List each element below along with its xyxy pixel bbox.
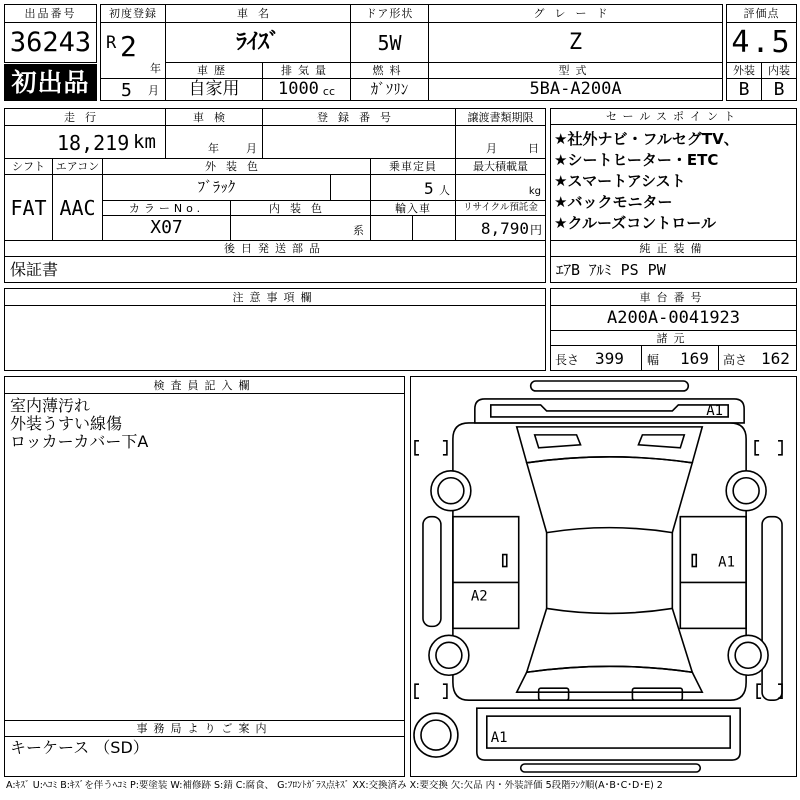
windshield-edge: [547, 528, 673, 533]
exterior-grade: B: [726, 78, 762, 101]
damage-mark-left-door: A2: [470, 588, 488, 605]
inspection-cell: [165, 125, 263, 159]
model-code-header: 型式: [428, 62, 723, 79]
bracket-rear-right-close: [778, 684, 782, 698]
sales-point-item: ★シートヒーター・ETC: [554, 151, 719, 169]
spec-height-cell: [718, 345, 797, 371]
chassis-number: A200A-0041923: [550, 305, 797, 331]
right-door-handle: [692, 555, 696, 567]
inspector-remark-line: 外装うすい線傷: [10, 414, 123, 433]
interior-grade-header: 内装: [761, 62, 797, 79]
spec-length-cell: [550, 345, 642, 371]
registration-era: R: [106, 33, 117, 53]
rear-edge-bar: [521, 764, 701, 772]
notes-header: 注意事項欄: [4, 288, 546, 306]
bracket-rear-left-close: [443, 684, 447, 698]
mileage-header: 走行: [4, 108, 166, 126]
lot-number-header: 出品番号: [4, 4, 97, 23]
first-registration-header: 初度登録: [100, 4, 166, 23]
damage-mark-rear-bumper: A1: [490, 730, 508, 747]
exterior-grade-header: 外装: [726, 62, 762, 79]
spec-length-label: 長さ: [555, 353, 580, 367]
spec-height-value: 162: [761, 349, 790, 368]
later-shipped-parts: 保証書: [10, 260, 59, 279]
recycle-deposit-unit: 円: [529, 223, 542, 237]
sales-point-item: ★社外ナビ・フルセグTV、: [554, 130, 739, 148]
front-edge-bar: [531, 381, 689, 391]
air-conditioner-header: エアコン: [52, 158, 103, 175]
right-tail-light: [632, 688, 682, 700]
right-door-panel: [680, 517, 746, 629]
displacement-unit: cc: [322, 85, 336, 98]
registration-year-unit: 年: [150, 62, 161, 75]
bracket-rear-right-open: [757, 684, 761, 698]
vehicle-damage-diagram: [411, 377, 796, 776]
front-right-wheel: [726, 471, 766, 511]
standard-equipment-header: 純正装備: [550, 240, 797, 257]
hood-vent-left: [535, 435, 581, 448]
inspector-remark-line: ロッカーカバー下A: [10, 432, 149, 451]
model-code: 5BA-A200A: [428, 78, 723, 101]
color-number: X07: [102, 215, 231, 241]
history-header: 車歴: [165, 62, 263, 79]
transfer-month-unit: 月: [486, 142, 497, 155]
interior-color-cell: [230, 215, 371, 241]
bracket-front-right-close: [778, 441, 782, 455]
recycle-deposit-cell: [455, 215, 546, 241]
fuel: ｶﾞｿﾘﾝ: [350, 78, 429, 101]
mileage-cell: [4, 125, 166, 159]
registration-month-unit: 月: [148, 84, 159, 97]
sales-points-list: [550, 124, 797, 241]
spec-width-value: 169: [680, 349, 709, 368]
door-type: 5W: [350, 22, 429, 63]
transfer-deadline-header: 譲渡書類期限: [455, 108, 546, 126]
seating-capacity-unit: 人: [439, 184, 450, 197]
first-registration-year-cell: [100, 22, 166, 79]
standard-equipment-cell: [550, 256, 797, 283]
exterior-color: ﾌﾞﾗｯｸ: [102, 174, 331, 201]
bracket-front-left-open: [415, 441, 419, 455]
interior-grade: B: [761, 78, 797, 101]
displacement-value: 1000: [277, 79, 319, 99]
office-notice-body: [4, 736, 405, 777]
bracket-rear-left-open: [415, 684, 419, 698]
inspection-header: 車検: [165, 108, 263, 126]
inspection-month-unit: 月: [246, 142, 257, 155]
recycle-deposit-value: 8,790: [480, 219, 529, 238]
rear-window-edge: [547, 608, 673, 613]
left-side-sill: [423, 517, 441, 627]
exterior-color-extra-cell: [330, 174, 371, 201]
imported-header: 輸入車: [370, 200, 456, 216]
chassis-number-header: 車台番号: [550, 288, 797, 306]
seating-capacity-value: 5: [424, 179, 434, 198]
inspector-remarks-header: 検査員記入欄: [4, 376, 405, 394]
later-shipped-parts-header: 後日発送部品: [4, 240, 546, 257]
spec-width-cell: [641, 345, 719, 371]
registration-month: 5: [121, 80, 132, 101]
bracket-front-left-close: [443, 441, 447, 455]
inspector-remark-line: 室内薄汚れ: [10, 396, 91, 415]
body-outline: [453, 423, 746, 700]
office-notice: キーケース （SD）: [10, 738, 149, 757]
mileage-value: 18,219: [57, 131, 130, 155]
rear-left-wheel: [429, 635, 469, 675]
spec-width-label: 幅: [647, 353, 660, 367]
door-type-header: ドア形状: [350, 4, 429, 23]
rating-score: 4.5: [726, 22, 797, 63]
shift: FAT: [4, 174, 53, 241]
color-number-header: カラーNo.: [102, 200, 231, 216]
cabin-outline: [527, 457, 693, 672]
grade: Z: [428, 22, 723, 63]
spec-length-value: 399: [595, 349, 624, 368]
seating-capacity-cell: [370, 174, 456, 201]
sales-point-item: ★バックモニター: [554, 193, 673, 211]
standard-equipment: ｴｱB ｱﾙﾐ PS PW: [556, 261, 666, 279]
sales-point-item: ★スマートアシスト: [554, 172, 686, 190]
rear-right-wheel: [728, 635, 768, 675]
damage-mark-right-door: A1: [718, 554, 736, 571]
car-name-header: 車名: [165, 4, 351, 23]
specifications-header: 諸元: [550, 330, 797, 346]
imported-cell-left: [370, 215, 413, 241]
bracket-front-right-open: [755, 441, 759, 455]
damage-code-legend: A:ｷｽﾞ U:ﾍｺﾐ B:ｷｽﾞを伴うﾍｺﾐ P:要塗装 W:補修跡 S:錆 C:腐食、 G:ﾌﾛﾝﾄｶﾞﾗｽ点ｷｽﾞ XX:交換済み X:要交換 欠:欠品 内・外装評価 5段階ﾗﾝｸ順(A･B･C･D･E) 2: [6, 780, 663, 791]
car-name: ﾗｲｽﾞ: [165, 22, 351, 63]
registration-year: 2: [120, 30, 137, 63]
registration-number-header: 登録番号: [262, 108, 456, 126]
inspection-year-unit: 年: [208, 142, 219, 155]
max-load-unit: kg: [528, 186, 541, 197]
later-shipped-parts-cell: [4, 256, 546, 283]
air-conditioner: AAC: [52, 174, 103, 241]
left-door-handle: [503, 555, 507, 567]
sales-points-header: セールスポイント: [550, 108, 797, 125]
office-notice-header: 事務局よりご案内: [4, 720, 405, 737]
displacement-header: 排気量: [262, 62, 351, 79]
recycle-deposit-header: リサイクル預託金: [455, 200, 546, 216]
right-side-sill: [762, 517, 782, 701]
spec-height-label: 高さ: [723, 353, 748, 367]
transfer-deadline-cell: [455, 125, 546, 159]
front-left-wheel: [431, 471, 471, 511]
hood-vent-right: [638, 435, 684, 448]
rating-header: 評価点: [726, 4, 797, 23]
vehicle-diagram-frame: [410, 376, 797, 777]
fuel-header: 燃料: [350, 62, 429, 79]
seating-capacity-header: 乗車定員: [370, 158, 456, 175]
max-load-header: 最大積載量: [455, 158, 546, 175]
left-door-panel: [453, 517, 519, 629]
interior-color-suffix: 系: [353, 224, 364, 237]
interior-color-header: 内装色: [230, 200, 371, 216]
mileage-unit: km: [133, 131, 156, 153]
shift-header: シフト: [4, 158, 53, 175]
max-load-cell: [455, 174, 546, 201]
imported-cell-right: [412, 215, 456, 241]
displacement-cell: [262, 78, 351, 101]
registration-number-cell: [262, 125, 456, 159]
lot-number: 36243: [4, 22, 97, 63]
left-tail-light: [539, 688, 569, 700]
grade-header: グレード: [428, 4, 723, 23]
inspector-remarks-body: [4, 393, 405, 721]
exterior-color-header: 外装色: [102, 158, 371, 175]
damage-mark-front-bumper: A1: [706, 402, 724, 419]
first-registration-month-cell: [100, 78, 166, 101]
notes-body: [4, 305, 546, 371]
first-listing-badge: 初出品: [4, 64, 97, 101]
transfer-day-unit: 日: [528, 142, 539, 155]
sales-point-item: ★クルーズコントロール: [554, 214, 716, 232]
history: 自家用: [165, 78, 263, 101]
